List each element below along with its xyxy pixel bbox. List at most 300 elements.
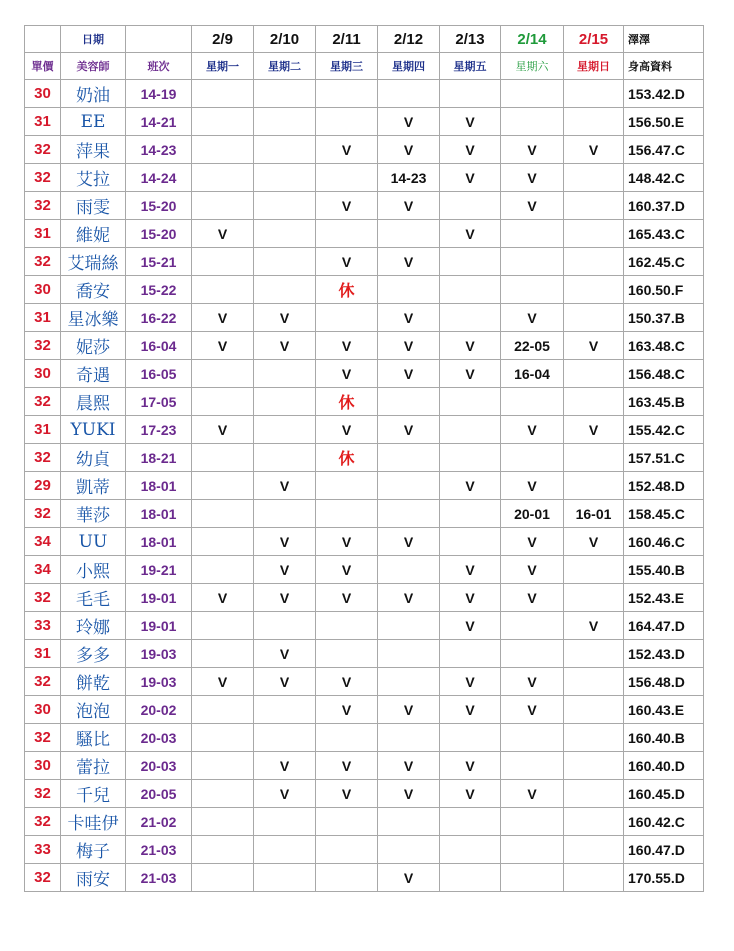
shift-cell: 15-22 [126,276,192,304]
stylist-name-cell: 喬安 [61,276,126,304]
stylist-name-cell: 艾拉 [61,164,126,192]
height-cell: 162.45.C [624,248,704,276]
shift-cell: 16-22 [126,304,192,332]
day-cell [564,388,624,416]
day-cell: V [378,304,440,332]
day-cell [254,388,316,416]
price-cell: 32 [25,248,61,276]
day-cell [378,640,440,668]
day-cell: 20-01 [501,500,564,528]
day-cell: V [501,472,564,500]
day-cell [378,556,440,584]
day-cell [501,388,564,416]
height-cell: 156.50.E [624,108,704,136]
day-cell: V [440,780,501,808]
day-cell [564,556,624,584]
header-cell-empty [126,26,192,53]
day-cell: V [316,668,378,696]
table-row [25,332,704,360]
header-extra: 澤澤 [624,26,704,53]
table-row [25,500,704,528]
day-cell: 休 [316,276,378,304]
day-cell: V [192,668,254,696]
day-cell: V [316,780,378,808]
day-cell: V [316,556,378,584]
day-cell [192,80,254,108]
header-weekday: 星期三 [316,53,378,80]
day-cell: V [254,472,316,500]
day-cell [254,108,316,136]
day-cell: V [254,752,316,780]
day-cell [192,444,254,472]
day-cell: V [254,668,316,696]
table-row [25,276,704,304]
day-cell: 16-04 [501,360,564,388]
height-cell: 152.43.D [624,640,704,668]
header-row-labels [25,53,704,80]
day-cell: V [378,584,440,612]
price-cell: 32 [25,500,61,528]
day-cell [564,276,624,304]
header-row-dates [25,26,704,53]
day-cell: V [501,528,564,556]
table-row [25,248,704,276]
price-cell: 32 [25,864,61,892]
day-cell [501,444,564,472]
day-cell [192,388,254,416]
day-cell [254,220,316,248]
price-cell: 33 [25,612,61,640]
day-cell [316,864,378,892]
day-cell [440,864,501,892]
day-cell: V [254,556,316,584]
day-cell: V [501,304,564,332]
day-cell [440,500,501,528]
stylist-name-cell: 奇遇 [61,360,126,388]
price-cell: 32 [25,136,61,164]
height-cell: 155.40.B [624,556,704,584]
day-cell: V [378,780,440,808]
day-cell [316,724,378,752]
day-cell: V [192,304,254,332]
height-cell: 157.51.C [624,444,704,472]
stylist-name-cell: 雨雯 [61,192,126,220]
day-cell [316,220,378,248]
header-date: 2/11 [316,26,378,53]
day-cell: V [316,696,378,724]
header-date-saturday: 2/14 [501,26,564,53]
day-cell [440,276,501,304]
height-cell: 158.45.C [624,500,704,528]
day-cell [501,640,564,668]
height-cell: 152.43.E [624,584,704,612]
day-cell: V [192,332,254,360]
table-row [25,724,704,752]
height-cell: 156.47.C [624,136,704,164]
day-cell: V [440,360,501,388]
day-cell [254,360,316,388]
day-cell: 22-05 [501,332,564,360]
day-cell: V [501,164,564,192]
day-cell [501,808,564,836]
price-cell: 32 [25,164,61,192]
stylist-name-cell: 多多 [61,640,126,668]
day-cell [316,612,378,640]
day-cell: V [378,416,440,444]
price-cell: 31 [25,108,61,136]
price-cell: 32 [25,780,61,808]
shift-cell: 16-05 [126,360,192,388]
day-cell [440,808,501,836]
day-cell [564,780,624,808]
shift-cell: 19-03 [126,668,192,696]
day-cell [440,80,501,108]
day-cell: V [501,556,564,584]
day-cell [192,836,254,864]
day-cell [501,220,564,248]
day-cell [316,808,378,836]
day-cell: V [378,192,440,220]
stylist-name-cell: 奶油 [61,80,126,108]
day-cell: V [440,696,501,724]
day-cell: V [378,528,440,556]
day-cell [254,192,316,220]
day-cell [564,668,624,696]
day-cell: V [440,108,501,136]
price-cell: 30 [25,276,61,304]
price-cell: 31 [25,304,61,332]
day-cell: V [440,472,501,500]
day-cell [192,556,254,584]
day-cell: V [440,556,501,584]
day-cell [440,528,501,556]
table-row [25,612,704,640]
day-cell [254,248,316,276]
table-row [25,472,704,500]
day-cell [316,836,378,864]
day-cell: V [440,668,501,696]
stylist-name-cell: 艾瑞絲 [61,248,126,276]
day-cell [564,836,624,864]
stylist-name-cell: 晨熙 [61,388,126,416]
price-cell: 31 [25,640,61,668]
height-cell: 163.45.B [624,388,704,416]
height-cell: 156.48.C [624,360,704,388]
shift-cell: 15-21 [126,248,192,276]
day-cell [254,80,316,108]
price-cell: 30 [25,752,61,780]
price-cell: 32 [25,388,61,416]
table-row [25,668,704,696]
price-cell: 30 [25,360,61,388]
day-cell: V [501,192,564,220]
shift-cell: 20-02 [126,696,192,724]
day-cell [254,500,316,528]
height-cell: 160.46.C [624,528,704,556]
header-weekday: 星期二 [254,53,316,80]
day-cell [254,612,316,640]
day-cell: V [501,668,564,696]
stylist-name-cell: YUKI [61,416,126,444]
day-cell: V [378,864,440,892]
day-cell: V [501,136,564,164]
day-cell [192,752,254,780]
price-cell: 32 [25,808,61,836]
shift-cell: 19-01 [126,584,192,612]
table-row [25,164,704,192]
table-row [25,864,704,892]
stylist-name-cell: 星冰樂 [61,304,126,332]
day-cell [564,304,624,332]
price-cell: 32 [25,332,61,360]
shift-cell: 21-03 [126,836,192,864]
day-cell [564,472,624,500]
day-cell [564,808,624,836]
table-row [25,696,704,724]
day-cell [192,136,254,164]
day-cell [440,640,501,668]
day-cell [440,444,501,472]
day-cell: 休 [316,388,378,416]
price-cell: 30 [25,80,61,108]
header-shift: 班次 [126,53,192,80]
height-cell: 156.48.D [624,668,704,696]
day-cell: V [316,360,378,388]
stylist-name-cell: UU [61,528,126,556]
shift-cell: 14-23 [126,136,192,164]
day-cell [378,836,440,864]
day-cell [254,724,316,752]
day-cell [254,276,316,304]
shift-cell: 14-21 [126,108,192,136]
header-weekday: 星期一 [192,53,254,80]
day-cell [378,668,440,696]
shift-cell: 19-21 [126,556,192,584]
day-cell [192,808,254,836]
stylist-name-cell: 蕾拉 [61,752,126,780]
day-cell [192,108,254,136]
height-cell: 148.42.C [624,164,704,192]
day-cell [501,108,564,136]
day-cell [440,304,501,332]
day-cell: V [316,584,378,612]
day-cell: V [254,640,316,668]
shift-cell: 19-03 [126,640,192,668]
day-cell [440,248,501,276]
day-cell [564,360,624,388]
day-cell: V [564,528,624,556]
day-cell [564,444,624,472]
day-cell: V [316,528,378,556]
day-cell [192,500,254,528]
table-row [25,836,704,864]
day-cell [192,528,254,556]
day-cell [316,500,378,528]
day-cell [378,276,440,304]
day-cell [564,724,624,752]
table-row [25,220,704,248]
height-cell: 163.48.C [624,332,704,360]
shift-cell: 15-20 [126,192,192,220]
day-cell [378,444,440,472]
day-cell: V [501,696,564,724]
table-row [25,528,704,556]
price-cell: 33 [25,836,61,864]
day-cell: V [564,612,624,640]
price-cell: 32 [25,444,61,472]
shift-cell: 14-19 [126,80,192,108]
stylist-name-cell: 華莎 [61,500,126,528]
height-cell: 160.50.F [624,276,704,304]
shift-cell: 20-03 [126,724,192,752]
day-cell [440,416,501,444]
day-cell: V [254,332,316,360]
table-row [25,556,704,584]
header-date: 2/12 [378,26,440,53]
day-cell [254,136,316,164]
height-cell: 150.37.B [624,304,704,332]
day-cell [254,808,316,836]
day-cell [564,640,624,668]
table-row [25,752,704,780]
stylist-name-cell: 梅子 [61,836,126,864]
day-cell: V [316,752,378,780]
day-cell [564,248,624,276]
day-cell: V [440,164,501,192]
price-cell: 32 [25,192,61,220]
shift-cell: 19-01 [126,612,192,640]
price-cell: 30 [25,696,61,724]
table-row [25,444,704,472]
stylist-name-cell: 玲娜 [61,612,126,640]
stylist-name-cell: 毛毛 [61,584,126,612]
table-row [25,808,704,836]
shift-cell: 16-04 [126,332,192,360]
stylist-name-cell: 卡哇伊 [61,808,126,836]
day-cell: V [316,192,378,220]
shift-cell: 21-03 [126,864,192,892]
stylist-name-cell: 維妮 [61,220,126,248]
day-cell [192,696,254,724]
shift-cell: 17-05 [126,388,192,416]
price-cell: 34 [25,556,61,584]
day-cell [501,248,564,276]
day-cell: 14-23 [378,164,440,192]
stylist-name-cell: 餅乾 [61,668,126,696]
day-cell: V [501,584,564,612]
day-cell [316,640,378,668]
day-cell: V [254,528,316,556]
day-cell: V [378,108,440,136]
day-cell [316,304,378,332]
header-weekday: 星期四 [378,53,440,80]
stylist-name-cell: 雨安 [61,864,126,892]
price-cell: 32 [25,668,61,696]
day-cell: V [378,360,440,388]
day-cell [501,752,564,780]
day-cell [564,108,624,136]
height-cell: 160.43.E [624,696,704,724]
height-cell: 160.45.D [624,780,704,808]
shift-cell: 18-01 [126,472,192,500]
day-cell: 16-01 [564,500,624,528]
day-cell [316,164,378,192]
day-cell [564,192,624,220]
height-cell: 164.47.D [624,612,704,640]
day-cell [378,500,440,528]
header-date-label: 日期 [61,26,126,53]
table-row [25,108,704,136]
stylist-name-cell: 凱蒂 [61,472,126,500]
day-cell [378,808,440,836]
height-cell: 152.48.D [624,472,704,500]
day-cell [192,864,254,892]
height-cell: 155.42.C [624,416,704,444]
day-cell: V [440,584,501,612]
day-cell: V [501,416,564,444]
height-cell: 160.37.D [624,192,704,220]
day-cell [254,696,316,724]
day-cell [192,192,254,220]
day-cell [254,444,316,472]
day-cell: V [564,332,624,360]
table-row [25,780,704,808]
header-date-sunday: 2/15 [564,26,624,53]
table-row [25,640,704,668]
day-cell [316,80,378,108]
day-cell: V [440,752,501,780]
day-cell [501,276,564,304]
day-cell: V [254,304,316,332]
price-cell: 32 [25,584,61,612]
height-cell: 153.42.D [624,80,704,108]
day-cell [501,724,564,752]
price-cell: 34 [25,528,61,556]
height-cell: 160.40.D [624,752,704,780]
day-cell [192,724,254,752]
header-weekday-sunday: 星期日 [564,53,624,80]
day-cell: V [378,248,440,276]
price-cell: 31 [25,220,61,248]
shift-cell: 18-21 [126,444,192,472]
day-cell [378,388,440,416]
price-cell: 29 [25,472,61,500]
day-cell [440,836,501,864]
header-weekday-saturday: 星期六 [501,53,564,80]
height-cell: 160.42.C [624,808,704,836]
day-cell: 休 [316,444,378,472]
stylist-name-cell: 泡泡 [61,696,126,724]
stylist-name-cell: 幼貞 [61,444,126,472]
header-cell-empty [25,26,61,53]
day-cell [316,108,378,136]
day-cell [192,360,254,388]
header-date: 2/10 [254,26,316,53]
shift-cell: 21-02 [126,808,192,836]
day-cell [564,752,624,780]
shift-cell: 17-23 [126,416,192,444]
day-cell: V [564,416,624,444]
day-cell [564,220,624,248]
shift-cell: 15-20 [126,220,192,248]
day-cell [254,416,316,444]
day-cell: V [378,136,440,164]
day-cell: V [254,584,316,612]
header-weekday: 星期五 [440,53,501,80]
stylist-name-cell: 萍果 [61,136,126,164]
stylist-name-cell: 小熙 [61,556,126,584]
day-cell [501,836,564,864]
